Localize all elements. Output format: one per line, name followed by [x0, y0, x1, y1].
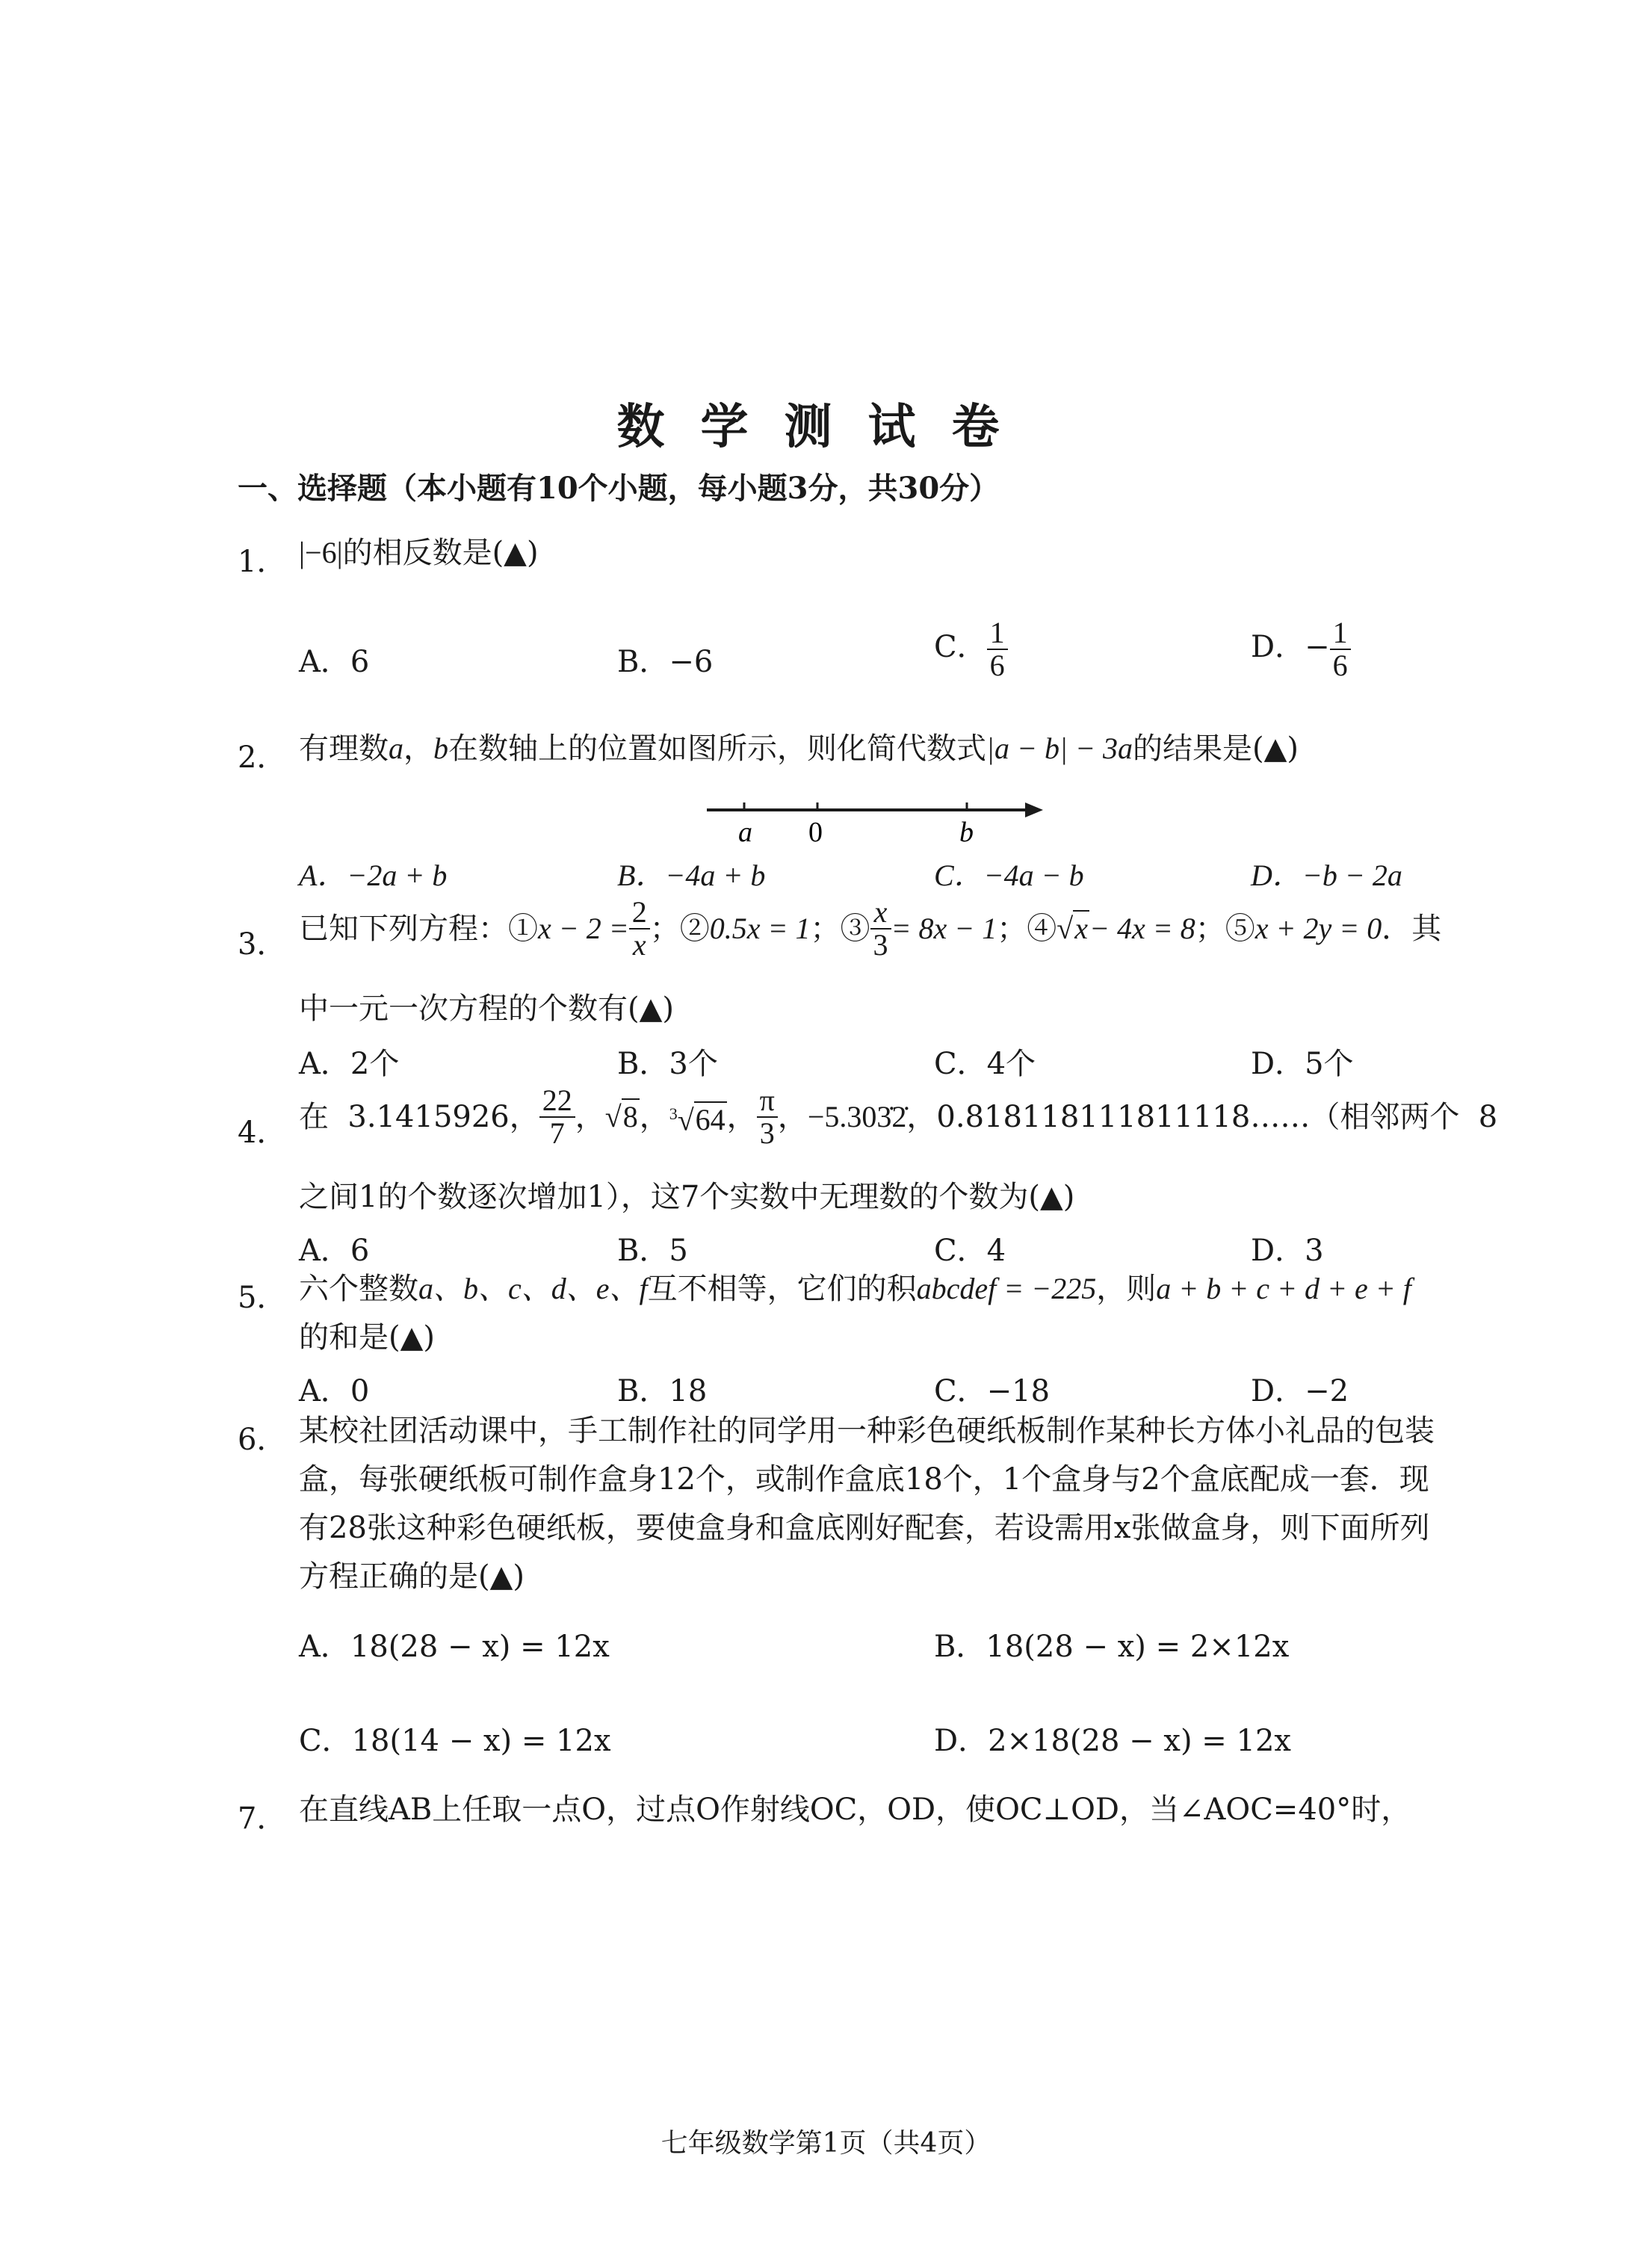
- number-line-arrow: [1025, 802, 1043, 817]
- q3-number: 3．: [238, 927, 287, 962]
- q1-option-c-fraction: $\frac{1}{6}$: [987, 617, 1008, 681]
- q6-stem-line2: 盒，每张硬纸板可制作盒身12个，或制作盒底18个，1个盒身与2个盒底配成一套．现: [299, 1462, 1429, 1497]
- q2-option-d[interactable]: D．−b − 2a: [1251, 859, 1402, 892]
- q5-option-a[interactable]: A．0: [299, 1374, 370, 1408]
- q2-option-b[interactable]: B．−4a + b: [617, 859, 766, 892]
- section-heading: 一、选择题（本小题有10个小题，每小题3分，共30分）: [238, 471, 1000, 506]
- q4-stem-line2: 之间1的个数逐次增加1），这7个实数中无理数的个数为(▲): [299, 1180, 1075, 1214]
- q1-option-d-label: D．−: [1251, 630, 1330, 664]
- q1-number: 1．: [238, 545, 287, 579]
- number-line-figure: [707, 798, 1043, 850]
- page-title: 数学测试卷: [616, 399, 1036, 455]
- page-footer: 七年级数学第1页（共4页）: [661, 2128, 991, 2159]
- q6-option-d[interactable]: D．2×18(28 − x) = 12x: [934, 1724, 1291, 1758]
- q5-option-d[interactable]: D．−2: [1251, 1374, 1349, 1408]
- q6-option-b[interactable]: B．18(28 − x) = 2×12x: [934, 1630, 1290, 1664]
- q1-option-c-label: C．: [934, 630, 987, 664]
- q4-cuberoot-64: $^3$√64: [669, 1103, 726, 1137]
- q5-number: 5．: [238, 1281, 287, 1315]
- q4-stem: 在 3.1415926， $\frac{22}{7}$ ， √8 ， $^3$√64 ， $\frac{\pi}{3}$ ， −5.303̇2̇ ，0.818118111811118……（相邻两个 8: [299, 1083, 1498, 1150]
- q3-option-b[interactable]: B．3个: [617, 1047, 718, 1081]
- q4-fraction-22-7: $\frac{22}{7}$: [539, 1085, 575, 1149]
- q2-number: 2．: [238, 740, 287, 775]
- q6-option-a[interactable]: A．18(28 − x) = 12x: [299, 1630, 610, 1664]
- q4-number: 4．: [238, 1116, 287, 1150]
- q2-option-a[interactable]: A．−2a + b: [299, 859, 448, 892]
- q4-option-d[interactable]: D．3: [1251, 1234, 1324, 1268]
- q4-option-b[interactable]: B．5: [617, 1234, 688, 1268]
- q6-stem-line1: 某校社团活动课中，手工制作社的同学用一种彩色硬纸板制作某种长方体小礼品的包装: [299, 1414, 1435, 1448]
- q1-option-a[interactable]: A．6: [299, 645, 370, 679]
- q7-number: 7．: [238, 1801, 287, 1836]
- q2-stem: 有理数a，b在数轴上的位置如图所示，则化简代数式|a − b| − 3a的结果是(▲): [299, 732, 1299, 766]
- q3-option-d[interactable]: D．5个: [1251, 1047, 1354, 1081]
- q6-option-c[interactable]: C．18(14 − x) = 12x: [299, 1724, 611, 1758]
- axis-label-zero: 0: [808, 817, 823, 848]
- q5-stem-line2: 的和是(▲): [299, 1320, 435, 1355]
- q3-eq3-fraction: $\frac{x}{3}$: [870, 897, 891, 961]
- q1-option-c[interactable]: [934, 617, 1008, 681]
- q1-stem-text: 的相反数是(▲): [342, 536, 539, 570]
- axis-label-a: a: [738, 817, 752, 848]
- q4-fraction-pi-3: $\frac{\pi}{3}$: [757, 1085, 778, 1149]
- q4-option-a[interactable]: A．6: [299, 1234, 370, 1268]
- q4-option-c[interactable]: C．4: [934, 1234, 1006, 1268]
- q3-stem-line2: 中一元一次方程的个数有(▲): [299, 992, 674, 1026]
- q3-sqrt: √x: [1057, 912, 1088, 945]
- q2-option-c[interactable]: C．−4a − b: [934, 859, 1084, 892]
- q5-option-b[interactable]: B．18: [617, 1374, 708, 1408]
- q2-expression: |a − b| − 3a: [986, 732, 1133, 765]
- q6-stem-line4: 方程正确的是(▲): [299, 1559, 525, 1594]
- q1-stem: [299, 531, 539, 575]
- q6-stem-line3: 有28张这种彩色硬纸板，要使盒身和盒底刚好配套，若设需用x张做盒身，则下面所列: [299, 1511, 1430, 1545]
- q5-option-c[interactable]: C．−18: [934, 1374, 1051, 1408]
- q5-stem: 六个整数a、b、c、d、e、f互不相等，它们的积abcdef = −225，则a + b + c + d + e + f: [299, 1272, 1411, 1306]
- q6-number: 6．: [238, 1423, 287, 1457]
- q1-option-b[interactable]: B．−6: [617, 645, 714, 679]
- q1-option-d-fraction: $\frac{1}{6}$: [1330, 617, 1351, 681]
- q4-sqrt-8: √8: [604, 1100, 638, 1133]
- q1-expression: |−6|: [299, 536, 343, 569]
- q1-option-d[interactable]: [1251, 617, 1351, 681]
- q3-stem: 已知下列方程：① x − 2 = $\frac{2}{x}$ ；② 0.5x = 1 ；③ $\frac{x}{3}$ = 8x − 1 ；④ √x − 4x = 8 ；⑤ x + 2y = 0 ．其: [299, 895, 1442, 962]
- q7-stem: 在直线AB上任取一点O，过点O作射线OC，OD，使OC⊥OD，当∠AOC=40°时，: [299, 1793, 1411, 1827]
- axis-label-b: b: [959, 817, 974, 848]
- q3-eq1-fraction: $\frac{2}{x}$: [629, 897, 650, 961]
- q3-option-c[interactable]: C．4个: [934, 1047, 1036, 1081]
- q3-option-a[interactable]: A．2个: [299, 1047, 400, 1081]
